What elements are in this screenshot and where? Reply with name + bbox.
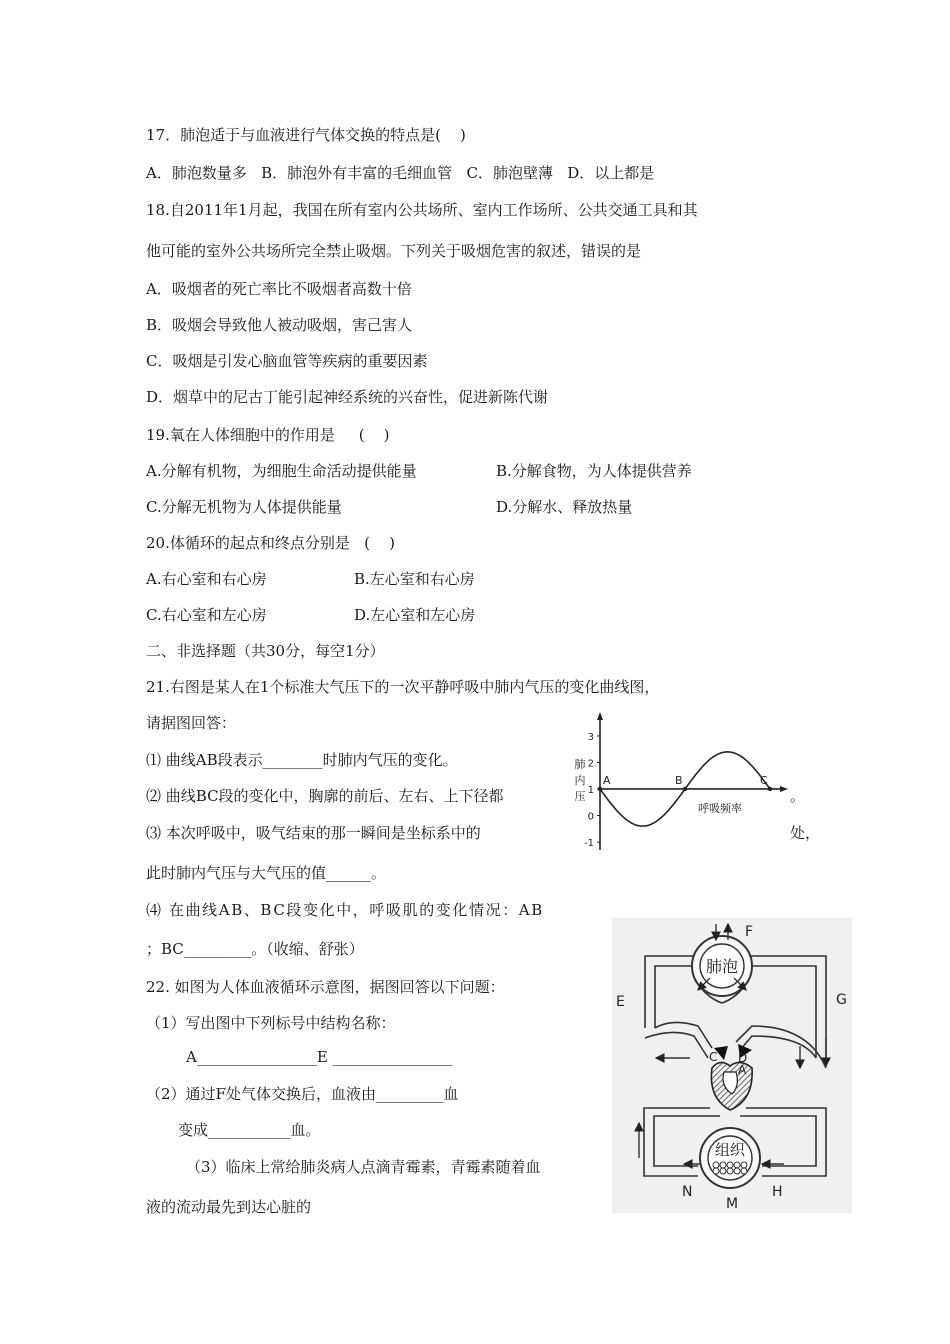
y-tick-label: -1	[584, 838, 594, 850]
q18-option-c: C．吸烟是引发心脑血管等疾病的重要因素	[146, 352, 428, 370]
q17-options: A．肺泡数量多 B．肺泡外有丰富的毛细血管 C．肺泡壁薄 D．以上都是	[146, 164, 655, 182]
q20-option-a: A.右心室和右心房	[146, 570, 267, 588]
q22-sub1-blanks: A________________E ________________	[186, 1048, 453, 1066]
x-axis-label: 呼吸频率	[698, 801, 742, 815]
q19-option-a: A.分解有机物，为细胞生命活动提供能量	[146, 462, 417, 480]
key-point-label: C	[760, 773, 768, 787]
q21-sub4: ⑷ 在曲线AB、BC段变化中，呼吸肌的变化情况：AB	[146, 901, 544, 919]
key-point	[768, 787, 772, 791]
q19-stem: 19.氧在人体细胞中的作用是 ( )	[146, 426, 390, 444]
label-c: C	[709, 1050, 718, 1064]
section2-title: 二、非选择题（共30分，每空1分）	[146, 642, 385, 660]
q22-stem: 22. 如图为人体血液循环示意图，据图回答以下问题：	[146, 978, 505, 996]
q22-sub3: （3）临床上常给肺炎病人点滴青霉素，青霉素随着血	[186, 1158, 541, 1176]
q22-sub1: （1）写出图中下列标号中结构名称：	[146, 1014, 396, 1032]
label-d: D	[738, 1051, 748, 1065]
key-point	[683, 787, 687, 791]
label-f: F	[745, 924, 754, 940]
label-a: A	[738, 1063, 747, 1077]
y-tick-label: 0	[587, 811, 594, 823]
q22-sub3-cont: 液的流动最先到达心脏的	[146, 1198, 312, 1216]
y-axis-label-char: 内	[574, 774, 586, 787]
tissue-label: 组织	[714, 1141, 746, 1159]
q18-stem-line2: 他可能的室外公共场所完全禁止吸烟。下列关于吸烟危害的叙述，错误的是	[146, 242, 642, 260]
q18-option-d: D．烟草中的尼古丁能引起神经系统的兴奋性，促进新陈代谢	[146, 388, 549, 406]
q21-sub3: ⑶ 本次呼吸中，吸气结束的那一瞬间是坐标系中的	[146, 824, 481, 842]
label-h: H	[772, 1184, 783, 1200]
y-tick-label: 3	[587, 731, 594, 743]
key-point-label: A	[603, 773, 611, 787]
q19-option-b: B.分解食物，为人体提供营养	[496, 462, 692, 480]
q20-option-b: B.左心室和右心房	[354, 570, 475, 588]
y-axis-label-char: 肺	[574, 758, 586, 771]
q18-option-a: A．吸烟者的死亡率比不吸烟者高数十倍	[146, 280, 412, 298]
lung-pressure-chart	[560, 708, 790, 858]
q21-stem-line2: 请据图回答：	[146, 714, 237, 732]
q20-stem: 20.体循环的起点和终点分别是 ( )	[146, 534, 395, 552]
alveoli-label: 肺泡	[705, 957, 739, 976]
label-g: G	[836, 992, 847, 1008]
q19-option-d: D.分解水、释放热量	[496, 498, 633, 516]
q21-sub1: ⑴ 曲线AB段表示________时肺内气压的变化。	[146, 751, 458, 769]
q21-stem-line1: 21.右图是某人在1个标准大气压下的一次平静呼吸中肺内气压的变化曲线图，	[146, 678, 660, 696]
q21-sub2-end: 。	[790, 787, 806, 805]
q20-option-d: D.左心室和左心房	[354, 606, 476, 624]
label-m: M	[726, 1196, 739, 1212]
y-axis-arrow	[597, 712, 603, 720]
q21-sub3-cont: 此时肺内气压与大气压的值______。	[146, 864, 387, 882]
q22-sub2: （2）通过F处气体交换后，血液由_________血	[146, 1085, 459, 1103]
y-tick-label: 1	[587, 784, 594, 796]
q18-stem-line1: 18.自2011年1月起，我国在所有室内公共场所、室内工作场所、公共交通工具和其	[146, 201, 698, 219]
blood-circulation-diagram	[612, 918, 852, 1213]
label-n: N	[682, 1184, 693, 1200]
q21-sub3-end: 处，	[790, 824, 821, 842]
key-point	[598, 787, 602, 791]
y-axis-label-char: 压	[574, 790, 586, 803]
q20-option-c: C.右心室和左心房	[146, 606, 267, 624]
q19-option-c: C.分解无机物为人体提供能量	[146, 498, 342, 516]
y-tick-label: 2	[587, 758, 594, 770]
q18-option-b: B．吸烟会导致他人被动吸烟，害己害人	[146, 316, 413, 334]
label-e: E	[616, 994, 625, 1010]
x-axis-arrow	[780, 786, 788, 792]
key-point-label: B	[675, 773, 683, 787]
q21-sub4-cont: ；BC_________。（收缩、舒张）	[146, 940, 364, 958]
q21-sub2: ⑵ 曲线BC段的变化中，胸廓的前后、左右、上下径都	[146, 787, 504, 805]
q17-stem: 17．肺泡适于与血液进行气体交换的特点是( )	[146, 126, 466, 144]
q22-sub2-cont: 变成___________血。	[178, 1121, 321, 1139]
